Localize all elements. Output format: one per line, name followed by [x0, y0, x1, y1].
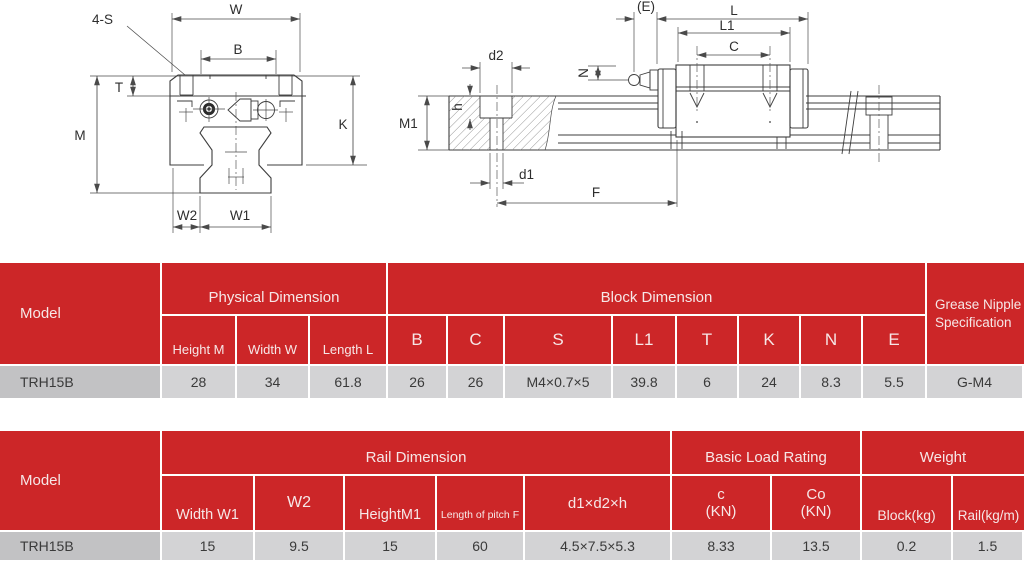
group-physical-dimension: Physical Dimension: [162, 263, 388, 316]
dim-label-m1: M1: [399, 116, 418, 131]
cell-n: 8.3: [801, 366, 863, 398]
col-block-kg: Block(kg): [862, 476, 953, 532]
dim-label-k: K: [338, 117, 348, 132]
dim-label-w: W: [229, 2, 243, 17]
col-pitch-f: Length of pitch F: [437, 476, 525, 532]
group-block-dimension: Block Dimension: [388, 263, 927, 316]
cell-e: 5.5: [863, 366, 927, 398]
grease-line2: Specification: [935, 314, 1012, 330]
dim-label-c: C: [729, 39, 739, 54]
col-co-kn: [772, 476, 862, 532]
dim-label-b: B: [233, 42, 243, 57]
col-d1d2h: d1×d2×h: [525, 476, 672, 532]
col-l1: L1: [613, 316, 677, 366]
col-n: N: [801, 316, 863, 366]
cell-d1d2h: 4.5×7.5×5.3: [525, 532, 672, 560]
cell-model: TRH15B: [0, 366, 162, 398]
dim-label-w2: W2: [176, 208, 198, 223]
cell-pitch-f: 60: [437, 532, 525, 560]
cell-block-kg: 0.2: [862, 532, 953, 560]
cell-co-kn: 13.5: [772, 532, 862, 560]
dim-label-l1: L1: [719, 18, 735, 33]
col-width-w: Width W: [237, 316, 310, 366]
group-rail-dimension: Rail Dimension: [162, 431, 672, 476]
c-kn-line1: c: [717, 485, 725, 503]
cell-width-w: 34: [237, 366, 310, 398]
col-s: S: [505, 316, 613, 366]
cell-k: 24: [739, 366, 801, 398]
col-b: B: [388, 316, 448, 366]
cell-height-m: 28: [162, 366, 237, 398]
col-c-kn: [672, 476, 772, 532]
block-table-model-header: Model: [0, 263, 162, 366]
dim-label-l: L: [730, 3, 738, 18]
group-basic-load-rating: Basic Load Rating: [672, 431, 862, 476]
cell-c: 26: [448, 366, 505, 398]
col-length-l: Length L: [310, 316, 388, 366]
col-k: K: [739, 316, 801, 366]
dim-label-m: M: [74, 128, 86, 143]
dim-label-4s: 4-S: [92, 12, 114, 27]
cell-b: 26: [388, 366, 448, 398]
col-e: E: [863, 316, 927, 366]
front-view-drawing: [74, 2, 367, 233]
cell-grease: G-M4: [927, 366, 1024, 398]
side-view-drawing: [399, 0, 940, 207]
col-height-m: Height M: [162, 316, 237, 366]
col-w2: W2: [255, 476, 345, 532]
col-height-m1: HeightM1: [345, 476, 437, 532]
c-kn-line2: (KN): [705, 503, 737, 520]
dim-label-f: F: [591, 185, 601, 200]
dim-label-t: T: [114, 80, 124, 95]
col-rail-kgm: Rail(kg/m): [953, 476, 1024, 532]
dim-label-h: h: [450, 103, 465, 111]
col-c: C: [448, 316, 505, 366]
col-width-w1: Width W1: [162, 476, 255, 532]
cell-c-kn: 8.33: [672, 532, 772, 560]
co-kn-line2: (KN): [800, 503, 832, 520]
cell-t: 6: [677, 366, 739, 398]
cell-width-w1: 15: [162, 532, 255, 560]
cell-rail-kgm: 1.5: [953, 532, 1024, 560]
dim-label-d1: d1: [519, 167, 535, 182]
cell-w2: 9.5: [255, 532, 345, 560]
col-t: T: [677, 316, 739, 366]
technical-drawings: [0, 0, 1024, 258]
dim-label-n: N: [576, 68, 591, 78]
cell-model: TRH15B: [0, 532, 162, 560]
cell-l1: 39.8: [613, 366, 677, 398]
grease-line1: Grease Nipple: [935, 296, 1022, 312]
dim-label-w1: W1: [229, 208, 251, 223]
rail-table-model-header: Model: [0, 431, 162, 532]
cell-s: M4×0.7×5: [505, 366, 613, 398]
group-weight: Weight: [862, 431, 1024, 476]
dim-label-d2: d2: [488, 48, 504, 63]
grease-nipple-header: [927, 263, 1024, 366]
cell-length-l: 61.8: [310, 366, 388, 398]
cell-height-m1: 15: [345, 532, 437, 560]
block-dimension-table: [0, 263, 1024, 398]
co-kn-line1: Co: [806, 485, 826, 503]
dim-label-e: (E): [637, 0, 655, 14]
rail-dimension-table: [0, 431, 1024, 560]
